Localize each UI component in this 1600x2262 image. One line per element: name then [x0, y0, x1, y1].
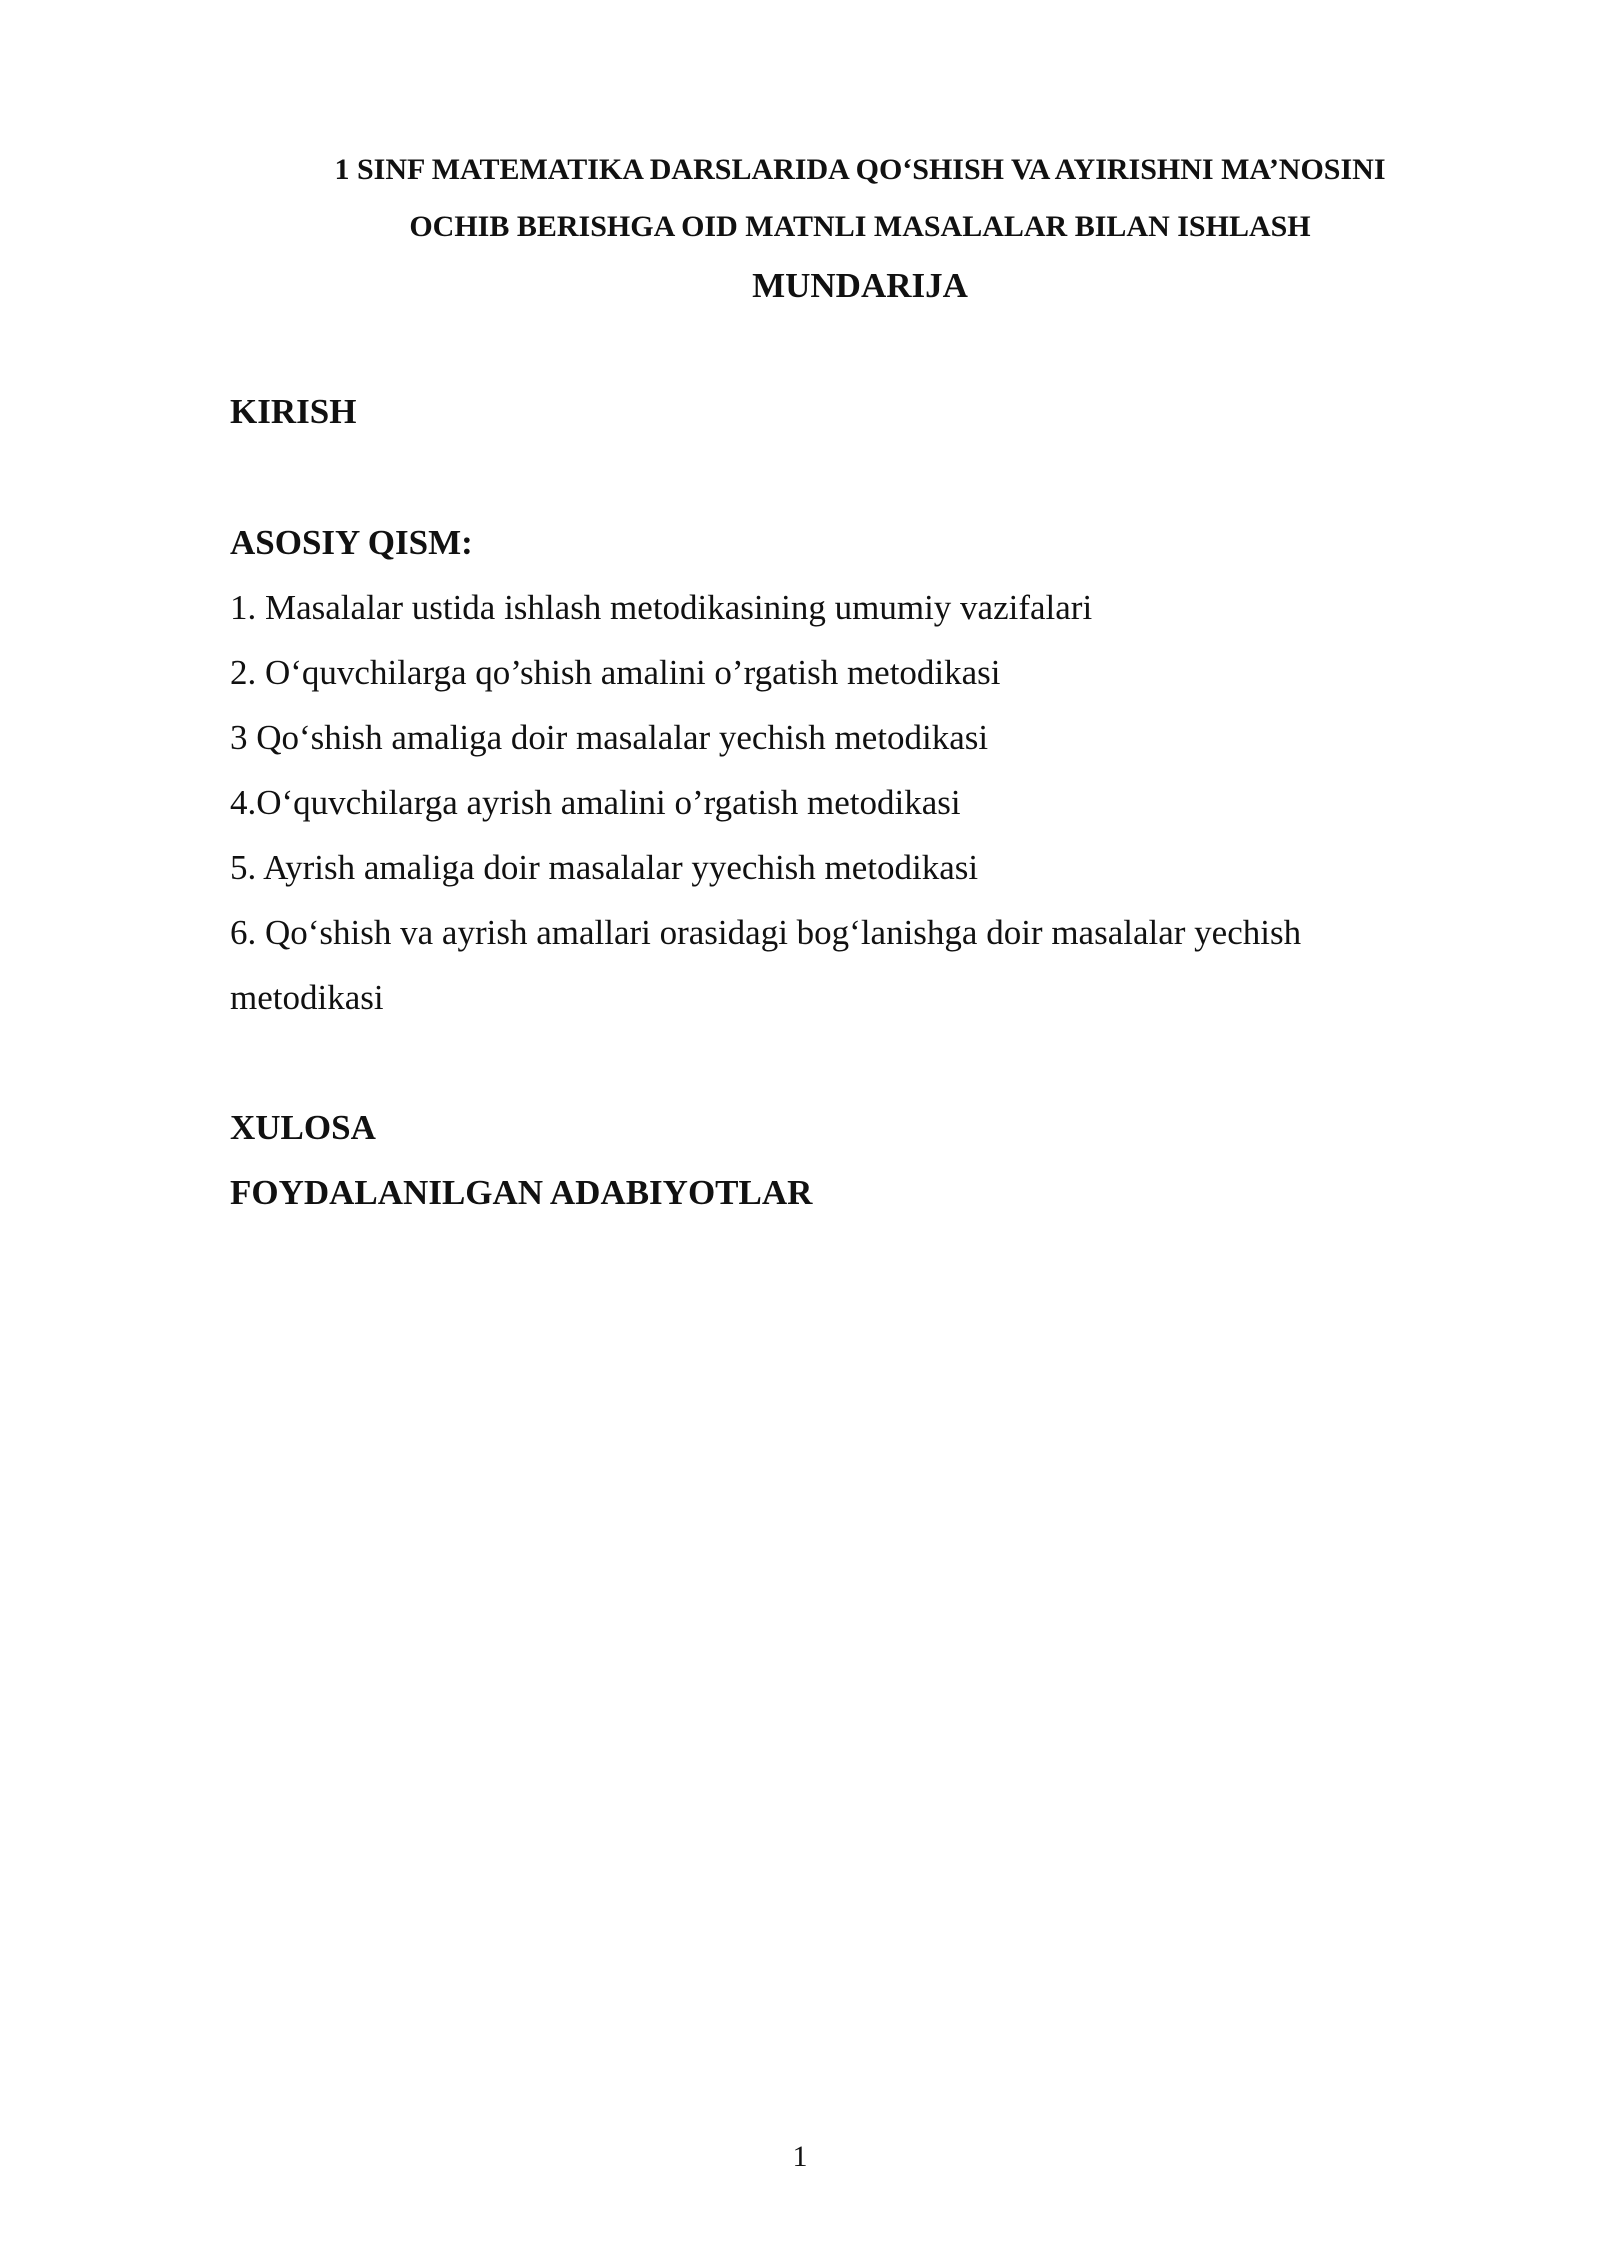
toc-item-1: 1. Masalalar ustida ishlash metodikasining umumiy vazifalari	[230, 588, 1093, 627]
toc-item-2: 2. O‘quvchilarga qo’shish amalini o’rgatish metodikasi	[230, 653, 1001, 692]
toc-item-6-continuation: metodikasi	[230, 978, 384, 1017]
section-intro: KIRISH	[230, 392, 357, 431]
section-conclusion: XULOSA	[230, 1108, 376, 1147]
contents-heading: MUNDARIJA	[752, 266, 968, 305]
toc-item-5: 5. Ayrish amaliga doir masalalar yyechish metodikasi	[230, 848, 979, 887]
toc-item-6: 6. Qo‘shish va ayrish amallari orasidagi bog‘lanishga doir masalalar yechish	[230, 913, 1302, 952]
document-title-line-1: 1 SINF MATEMATIKA DARSLARIDA QO‘SHISH VA AYIRISHNI MA’NOSINI	[334, 153, 1386, 186]
section-references: FOYDALANILGAN ADABIYOTLAR	[230, 1173, 813, 1212]
section-main-part-heading: ASOSIY QISM:	[230, 523, 473, 562]
toc-item-3: 3 Qo‘shish amaliga doir masalalar yechish metodikasi	[230, 718, 989, 757]
toc-item-4: 4.O‘quvchilarga ayrish amalini o’rgatish metodikasi	[230, 783, 961, 822]
page-number: 1	[792, 2140, 808, 2173]
document-title-line-2: OCHIB BERISHGA OID MATNLI MASALALAR BILAN ISHLASH	[409, 210, 1311, 243]
